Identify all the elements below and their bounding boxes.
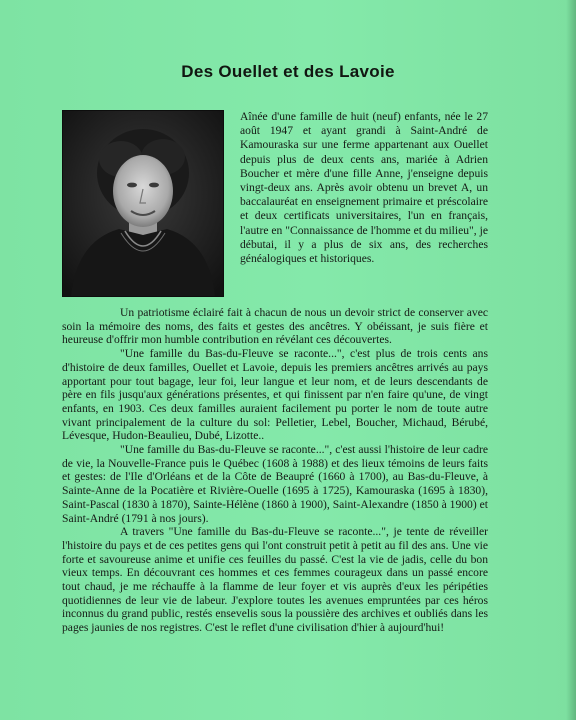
body-paragraph: "Une famille du Bas-du-Fleuve se raconte...", c'est plus de trois cents ans d'histoire de deux familles, Ouellet et Lavoie, depuis les premiers ancêtres arrivés au pays apportant pour tout bagage, leur foi, leur langue et leur nom, et de leurs descendants de père en fils jusqu'aux générations présentes, et qui finissent par n'en faire qu'une, de vingt enfants, en 1903. Ces deux familles auraient facilement pu porter le nom de toute autre vivant principalement de la culture du sol: Pelletier, Lebel, Boucher, Michaud, Bérubé, Lévesque, Hudon-Beaulieu, Dubé, Lizotte.. bbox=[62, 347, 488, 443]
body-paragraph: Un patriotisme éclairé fait à chacun de nous un devoir strict de conserver avec soin la mémoire des noms, des faits et gestes des ancêtres. Y obéissant, je suis fière et heureuse d'offrir mon humble contribution en révélant ces découvertes. bbox=[62, 306, 488, 347]
author-intro-paragraph: Aînée d'une famille de huit (neuf) enfants, née le 27 août 1947 et ayant grandi à Saint-André de Kamouraska sur une ferme appartenant aux Ouellet depuis plus de deux cents ans, mariée à Adrien Boucher et mère d'une fille Anne, j'enseigne depuis vingt-deux ans. Après avoir obtenu un brevet A, un baccalauréat en enseignement primaire et préscolaire et deux certificats universitaires, l'un en français, l'autre en "Connaissance de l'homme et du milieu", je débutai, il y a plus de six ans, des recherches généalogiques et historiques. bbox=[240, 110, 488, 266]
page-edge-shadow bbox=[566, 0, 576, 720]
portrait-illustration bbox=[63, 111, 223, 296]
body-paragraph: "Une famille du Bas-du-Fleuve se raconte...", c'est aussi l'histoire de leur cadre de vie, la Nouvelle-France puis le Québec (1608 à 1988) et des lieux témoins de leurs faits et gestes: de l'Ile d'Orléans et de la Côte de Beaupré (1660 à 1700), au Bas-du-Fleuve, à Sainte-Anne de la Pocatière et Rivière-Ouelle (1695 à 1725), Kamouraska (1695 à 1830), Saint-Pascal (1830 à 1870), Sainte-Hélène (1860 à 1900), Saint-Alexandre (1850 à 1900) et Saint-André (1791 à nos jours). bbox=[62, 443, 488, 525]
author-portrait-photo bbox=[63, 111, 223, 296]
body-paragraph: A travers "Une famille du Bas-du-Fleuve se raconte...", je tente de réveiller l'histoire du pays et de ces petites gens qui l'ont construit petit à petit au fil des ans. Une vie forte et savoureuse anime et unifie ces feuilles du passé. C'est la vie de jadis, celle du bon vieux temps. En découvrant ces hommes et ces femmes courageux dans un passé encore tout chaud, je me réchauffe à la flamme de leur foyer et vis auprès d'eux les péripéties quotidiennes de leur vie de labeur. J'explore toutes les avenues empruntées par ces héros inconnus du grand public, restés ensevelis sous la poussière des archives et oubliés dans les pages jaunies de nos registres. C'est le reflet d'une civilisation d'hier à aujourd'hui! bbox=[62, 525, 488, 635]
article-body bbox=[62, 306, 488, 635]
page-title: Des Ouellet et des Lavoie bbox=[181, 62, 395, 81]
